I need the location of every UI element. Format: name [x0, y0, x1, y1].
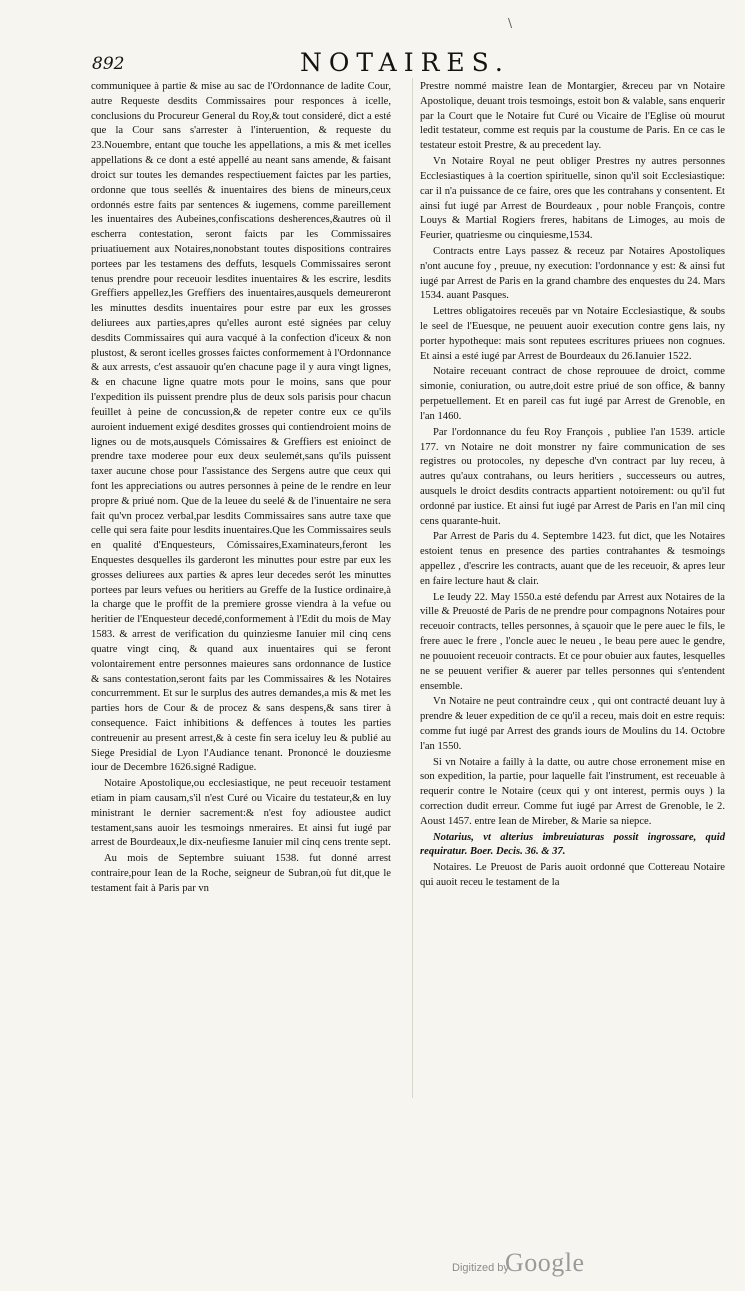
paragraph: Lettres obligatoires receuës par vn Notaire Ecclesiastique, & soubs le seel de l'Euesque, ne peuuent auoir execution contre gens lais, ny porter hypotheque: mais sont reputees escritures priuees non cognues. Et ainsi a esté iugé par Arrest de Bourdeaux du 26.Ianuier 1522.: [420, 306, 725, 362]
paragraph: Par Arrest de Paris du 4. Septembre 1423. fut dict, que les Notaires estoient tenus en presence des parties contrahantes & tesmoings appellez , d'escrire les contracts, auant que de les receuoir, & apres leur en faire lecture haut & clair.: [420, 531, 725, 587]
column-gutter: [412, 78, 413, 1098]
running-head: NOTAIRES.: [300, 48, 510, 77]
page-number: 892: [92, 54, 125, 74]
paragraph: Prestre nommé maistre Iean de Montargier, &receu par vn Notaire Apostolique, deuant trois tesmoings, estoit bon & valable, sans enquerir par la Court que le Notaire fut Curé ou Vicaire de l'Eglise où mourut ledit testateur, comme est requis par la coustume de Paris. En ce cas le testateur estoit Prestre, & au precedent lay.: [420, 81, 725, 152]
paragraph: Vn Notaire ne peut contraindre ceux , qui ont contracté deuant luy à prendre & leuer expedition de ce qu'il a receu, mais doit en estre requis: comme fut iugé par Arrest des grands iours de Moulins du 14. Octobre l'an 1550.: [420, 696, 725, 752]
digitized-by-label: Digitized by: [452, 1262, 509, 1274]
paragraph: Si vn Notaire a failly à la datte, ou autre chose erronement mise en son expedition, la partie, pour laquelle fait l'instrument, est receuable à requerir contre le Notaire (ceux qui y ont interest, permis ouys ) la correction dudit erreur. Comme fut iugé par Arrest de Grenoble, le 2. Aoust 1457. entre Iean de Mireber, & Marie sa niepce.: [420, 756, 725, 827]
google-logo: Google: [505, 1248, 585, 1277]
paragraph: Au mois de Septembre suiuant 1538. fut donné arrest contraire,pour Iean de la Roche, seigneur de Subran,où fut dit,que le testament fait à Paris par vn: [91, 853, 391, 894]
latin-citation: Notarius, vt alterius imbreuiaturas possit ingrossare, quid requiratur. Boer. Decis. 36. & 37.: [420, 831, 725, 858]
left-column: [91, 80, 391, 898]
paragraph: Par l'ordonnance du feu Roy François , publiee l'an 1539. article 177. vn Notaire ne doit monstrer ny faire communication de ses registres ou protocoles, ny depesche d'vn contract par luy receu, à autres qu'aux contrahans, ou leurs heritiers , successeurs ou autres, ausquels le droict desdits contracts appartient notoirement: ou qu'il fut ordonné par iustice. Et ainsi fut iugé par Arrest de Paris en l'an mil cinq cens quarante-huit.: [420, 426, 725, 527]
paragraph: Le Ieudy 22. May 1550.a esté defendu par Arrest aux Notaires de la ville & Preuosté de Paris de ne prendre pour compagnons Notaires pour receuoir contracts, telles personnes, à sçauoir que le pere auec le fils, le frere auec le frere , l'oncle auec le neueu , le beau pere auec le gendre, ne pouuoient receuoir contracts. Et ce pour obuier aux fautes, lesquelles ne se peuuent verifier & auerer par telles personnes qui s'entendent ensemble.: [420, 591, 725, 692]
margin-tick: \: [508, 16, 513, 30]
paragraph: communiquee à partie & mise au sac de l'Ordonnance de ladite Cour, autre Requeste desdits Commissaires pour responces à icelle, conclusions du Procureur General du Roy,& tout consideré, dict a esté que la Cour sans s'arrester à l'interuention, & requeste du 23.Nouembre, entant que touche les appellations, a mis & met icelles appellations & ce dont a esté appellé au neant sans amende, & faisant droict sur toutes les demandes respectiuement faictes par les parties, ordonne que tous seellés & inuentaires des biens de mineurs,ceux ordonnés estre faits par sentences & iugemens, comme pareillement les inuentaires des Aubeines,confiscations desherences,&autres où il escherra contestation, seront faicts par les Commissaires priuatiuement aux Notaires,nonobstant toutes dispositions contraires portees par les testamens des deffuts, lesquels Commissaires seront tenus prendre pour receuoir lesdites inuentaires & les escrire, lesdits Greffiers appellez,les Greffiers des inuentaires,ausquels demeureront les minuttes desdits inuentaires pour estre par eux les grosses deliurees aux parties,apres qu'elles auront esté signées par celuy desdits Commissaires qui aura vacqué à la confection d'iceux & non plustost, & seront icelles grosses faictes conformement à l'Ordonnance & aux arrests, c'est assauoir qu'en chacune page il y aura vingt lignes, & en chacune ligne quatre mots pour le moins, sans que pour l'expedition ils puissent prendre plus de deux sols parisis pour chacun feuillet à peine de concussion,& de repeter contre eux ce qu'ils auroient induement exigé desdites grosses qui contiendroient moins de lignes ou de mots,ausquels Cómissaires & Greffiers est enioinct de prendre taxe moderee pour eux deux seulemét,sans qu'ils puissent taxer aucune chose pour l'assistance des Sergens autre que ceux qui font les appreciations ou autres personnes à peine de le rendre en leur propre & priué nom. Que de la leuee du seelé & de l'inuentaire ne sera fait qu'vn procez verbal,par lesdits Commissaires sans autre taxe que celle qui sera faite pour lesdits inuentaires.Que les Commissaires seuls en qualité d'Enquesteurs, Cómissaires,Examinateurs,feront les Enquestes desquelles ils garderont les minuttes pour estre par eux les grosses deliurees aux parties & apres leur decedes serót les minuttes portees par leurs vefues ou heritiers au Greffe de la Iustice ordinaire,à la charge que le proffit de la premiere grosse viendra à la vefue ou heritier de l'Enquesteur decedé,conformement à l'Edit du mois de May 1583. & arrest de verification du quinziesme Ianuier mil cinq cens quatre vingt cinq, & quand aux inuentaires qui se feront volontairement entre personnes maieures sans ordonnance de Iustice & sans contestation,seront faits par les Commissaires & les Notaires concurremment. Et sur le surplus des autres demandes,a mis & met les parties hors de Cour & de procez & sans despens,& sans tirer à consequence. Faict inhibitions & deffences à toutes les parties contreuenir au present arrest,& à ceste fin sera iceluy leu & publié au Siege Presidial de Lyon l'Audiance tenant. Prononcé le douziesme iour de Decembre 1626.signé Radigue.: [91, 81, 391, 774]
paragraph: Contracts entre Lays passez & receuz par Notaires Apostoliques n'ont aucune foy , preuue, ny execution: l'ordonnance y est: & ainsi fut iugé par Arrest de Paris en la grand chambre des enquestes du 24. Mars 1534. auant Pasques.: [420, 245, 725, 302]
right-column: [420, 80, 725, 892]
paragraph: Vn Notaire Royal ne peut obliger Prestres ny autres personnes Ecclesiastiques à la coertion spirituelle, sinon qu'il soit Ecclesiastique: car il n'a puissance de ce faire, ores que les contrahans y consentent. Et ainsi fut iugé par Arrest de Bourdeaux , pour noble François, contre Louys & Martial Rogiers freres, habitans de Limoges, au mois de Feurier, quatriesme ou cinquiesme,1534.: [420, 156, 725, 242]
paragraph: Notaire Apostolique,ou ecclesiastique, ne peut receuoir testament etiam in piam causam,s'il n'est Curé ou Vicaire du testateur,& en luy ministrant le dernier sacrement:& n'est foy adioustee audict testament,sans auoir les tesmoings nmeraires. Et ainsi fut iugé par arrest de Bourdeaux,le dix-neufiesme Ianuier mil cinq cens trente sept.: [91, 778, 391, 849]
paragraph: Notaire receuant contract de chose reprouuee de droict, comme simonie, coniuration, ou autre,doit estre priué de son office, & banny perpetuellement. Et en pareil cas fut iugé par Arrest de Grenoble, en l'an 1460.: [420, 366, 725, 422]
paragraph: Notaires. Le Preuost de Paris auoit ordonné que Cottereau Notaire qui auoit receu le testament de la: [420, 862, 725, 889]
